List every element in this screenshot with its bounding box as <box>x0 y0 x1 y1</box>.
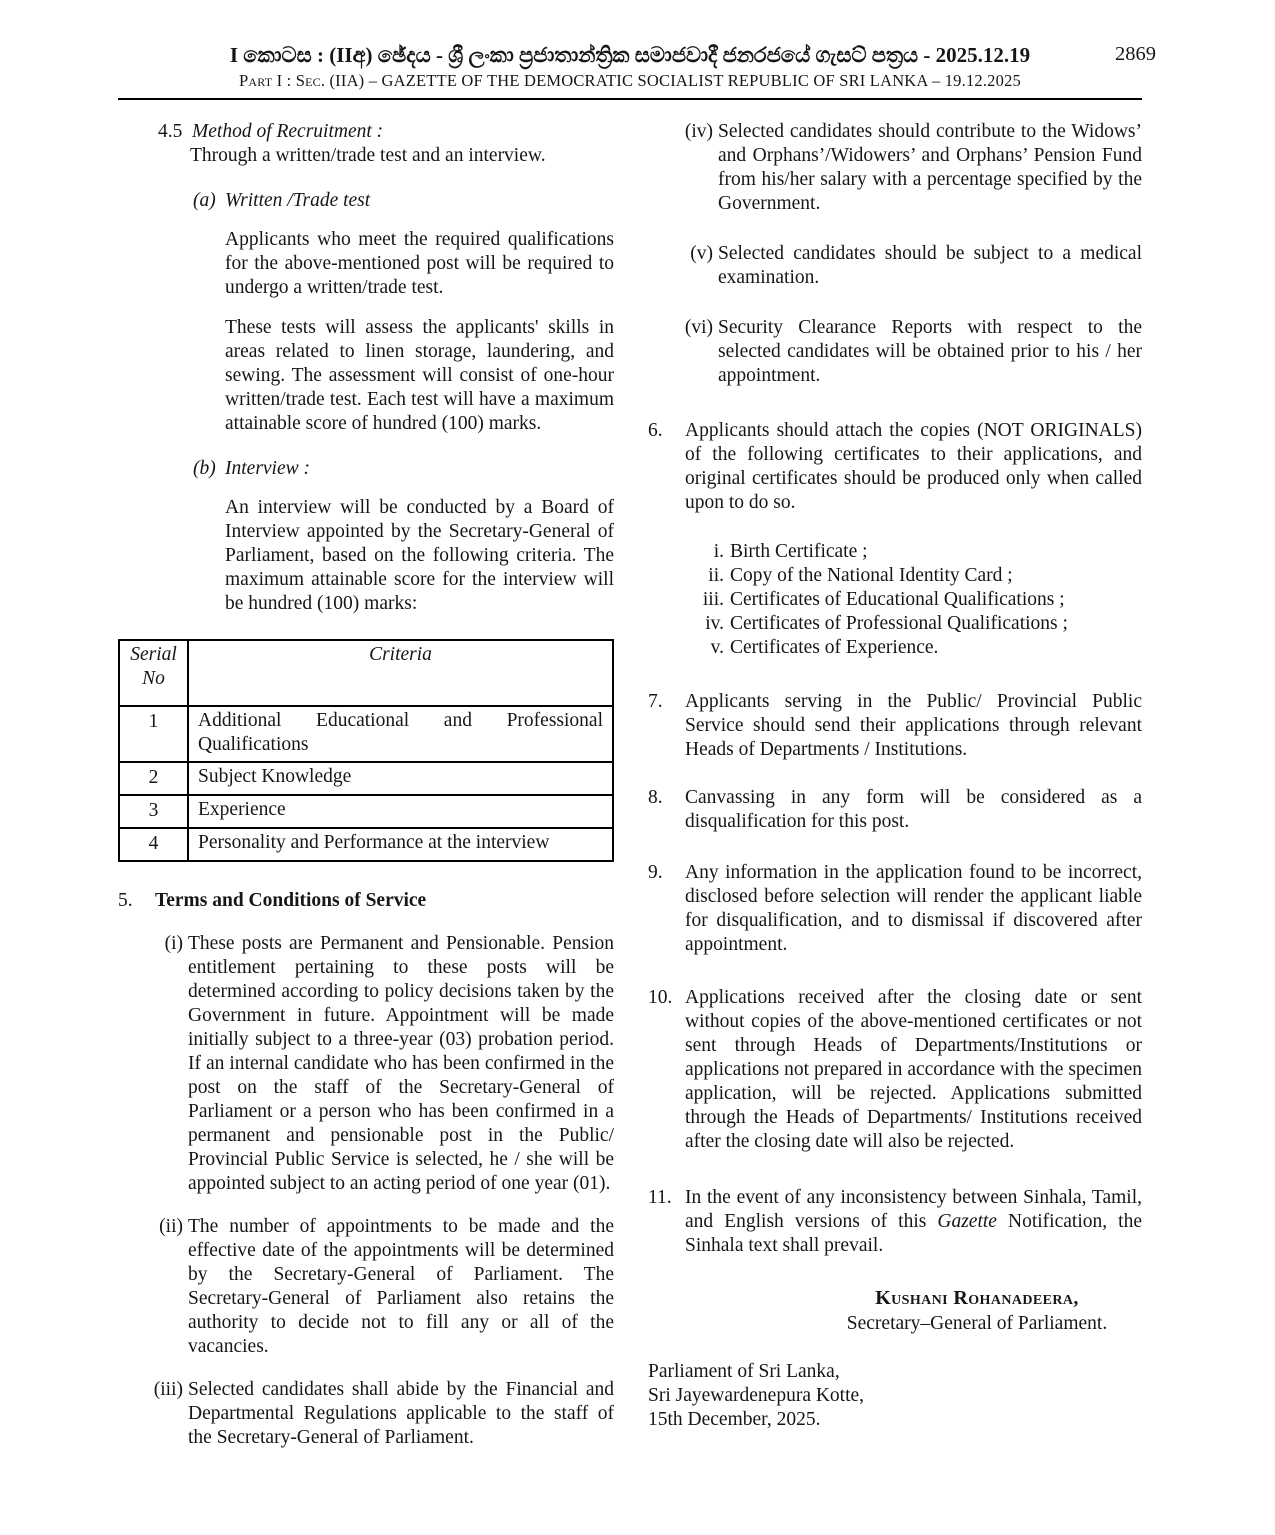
terms-item-i-marker: (i) <box>164 933 183 954</box>
section-6-text: Applicants should attach the copies (NOT ORIGINALS) of the following certificates to their applications, and original certificates should be produced only when called upon to do so. <box>685 420 1142 513</box>
certificate-3-marker: iii. <box>702 589 724 610</box>
section-8-text: Canvassing in any form will be considered as a disqualification for this post. <box>685 787 1142 832</box>
item-a-title: Written /Trade test <box>225 190 371 211</box>
item-b-title: Interview : <box>225 458 311 479</box>
terms-item-v-text: Selected candidates should be subject to a medical examination. <box>718 243 1142 288</box>
table-cell-serial: 3 <box>119 795 188 828</box>
terms-item-i-text: These posts are Permanent and Pensionable. Pension entitlement pertaining to these posts will be determined according to policy decisions taken by the Government in future. Appointment will be made initially subject to a three-year (03) probation period. If an internal candidate who has been confirmed in the post on the staff of the Secretary-General of Parliament or a person who has been confirmed in a permanent and pensionable post in the Public/ Provincial Public Service is selected, he / she will be appointed subject to an acting period of one year (01). <box>188 933 614 1194</box>
certificate-5-marker: v. <box>710 637 724 658</box>
terms-item-ii-text: The number of appointments to be made and the effective date of the appointments will be determined by the Secretary-General of Parliament. The Secretary-General of Parliament also retains the authority to decide not to fill any or all of the vacancies. <box>188 1216 614 1357</box>
section-10-text: Applications received after the closing date or sent without copies of the above-mentioned certificates or not sent through Heads of Departments/Institutions or applications not prepared in accordance with the specimen application, will be rejected. Applications submitted through the Heads of Departments/ Institutions received after the closing date will also be rejected. <box>685 987 1142 1152</box>
signatory-title: Secretary–General of Parliament. <box>846 1313 1108 1334</box>
terms-item-iii-text: Selected candidates shall abide by the Financial and Departmental Regulations applicable to the staff of the Secretary-General of Parliament. <box>188 1379 614 1448</box>
header-sinhala-line: I කොටස : (IIඅ) ඡේදය - ශ්‍රී ලංකා ප්‍රජාතාන්ත්‍රික සමාජවාදී ජනරජයේ ගැසට් පත්‍රය - 2025.12.19 <box>229 43 1031 67</box>
table-cell-serial: 4 <box>119 828 188 861</box>
page-number: 2869 <box>1115 43 1156 65</box>
terms-item-vi <box>648 316 1142 388</box>
signatory-name: Kushani Rohanadeera, <box>875 1287 1079 1309</box>
section-4-5-title: Method of Recruitment : <box>192 121 384 142</box>
page-header <box>118 42 1156 91</box>
item-a-heading <box>118 189 614 213</box>
section-10 <box>648 986 1142 1154</box>
terms-item-iv-text: Selected candidates should contribute to the Widows’ and Orphans’/Widowers’ and Orphans’ Pension Fund from his/her salary with a percentage specified by the Government. <box>718 121 1142 214</box>
address-block <box>648 1360 1142 1432</box>
section-7 <box>648 690 1142 762</box>
list-item <box>685 612 1142 636</box>
certificate-1-text: Birth Certificate ; <box>730 541 868 562</box>
table-cell-criteria: Subject Knowledge <box>188 762 613 795</box>
terms-item-v <box>648 242 1142 290</box>
table-cell-serial: 1 <box>119 706 188 762</box>
certificate-list <box>685 540 1142 660</box>
table-cell-serial: 2 <box>119 762 188 795</box>
two-column-body <box>118 120 1142 1450</box>
section-10-number: 10. <box>648 987 673 1008</box>
terms-item-iii-marker: (iii) <box>153 1379 183 1400</box>
section-4-5-intro: Through a written/trade test and an interview. <box>190 145 546 166</box>
section-6-number: 6. <box>648 420 663 441</box>
criteria-table-col1-header: Serial No <box>119 640 188 706</box>
terms-item-iv <box>648 120 1142 216</box>
section-9 <box>648 861 1142 957</box>
section-5-title: Terms and Conditions of Service <box>155 890 427 911</box>
list-item <box>685 636 1142 660</box>
terms-item-ii <box>118 1215 614 1359</box>
item-b-heading <box>118 457 614 481</box>
terms-item-vi-marker: (vi) <box>684 317 713 338</box>
table-cell-criteria: Additional Educational and Professional Qualifications <box>188 706 613 762</box>
section-11-text-after: Notification, the Sinhala text shall prevail. <box>685 1211 1142 1256</box>
terms-item-v-marker: (v) <box>690 243 713 264</box>
item-a-paragraph-1: Applicants who meet the required qualifications for the above-mentioned post will be required to undergo a written/trade test. <box>225 229 614 298</box>
section-11 <box>648 1186 1142 1258</box>
list-item <box>685 588 1142 612</box>
list-item <box>685 564 1142 588</box>
table-cell-criteria: Personality and Performance at the interview <box>188 828 613 861</box>
section-11-number: 11. <box>648 1187 672 1208</box>
table-cell-criteria: Experience <box>188 795 613 828</box>
address-line-3: 15th December, 2025. <box>648 1409 821 1430</box>
criteria-table-header-row <box>119 640 613 706</box>
terms-item-i <box>118 932 614 1196</box>
terms-item-iv-marker: (iv) <box>684 121 713 142</box>
left-column <box>118 120 614 1450</box>
section-6 <box>648 419 1142 515</box>
certificate-4-marker: iv. <box>705 613 724 634</box>
item-a-marker: (a) <box>193 190 216 211</box>
certificate-4-text: Certificates of Professional Qualifications ; <box>730 613 1068 634</box>
certificate-2-text: Copy of the National Identity Card ; <box>730 565 1013 586</box>
certificate-1-marker: i. <box>713 541 724 562</box>
address-line-2: Sri Jayewardenepura Kotte, <box>648 1385 865 1406</box>
terms-item-ii-marker: (ii) <box>159 1216 183 1237</box>
header-rule <box>118 98 1142 100</box>
section-9-text: Any information in the application found to be incorrect, disclosed before selection will render the applicant liable for disqualification, and to dismissal if discovered after appointment. <box>685 862 1142 955</box>
table-row <box>119 828 613 861</box>
certificate-3-text: Certificates of Educational Qualifications ; <box>730 589 1065 610</box>
section-9-number: 9. <box>648 862 663 883</box>
table-row <box>119 795 613 828</box>
section-11-text-before: In the event of any inconsistency between Sinhala, Tamil, and English versions of this <box>685 1187 1142 1232</box>
section-11-text <box>685 1186 1142 1258</box>
section-4-5-heading <box>118 120 614 144</box>
signature-block <box>812 1286 1142 1336</box>
section-5-number: 5. <box>118 890 133 911</box>
right-column <box>648 120 1142 1450</box>
item-b-marker: (b) <box>193 458 216 479</box>
section-11-gazette-italic: Gazette <box>937 1211 997 1232</box>
section-5-heading <box>118 889 614 913</box>
item-b-paragraph-1: An interview will be conducted by a Board of Interview appointed by the Secretary-General of Parliament, based on the following criteria. The maximum attainable score for the interview will be hundred (100) marks: <box>225 497 614 614</box>
section-7-number: 7. <box>648 691 663 712</box>
header-english-line: Part I : Sec. (IIA) – GAZETTE OF THE DEMOCRATIC SOCIALIST REPUBLIC OF SRI LANKA – 19.12.2025 <box>239 71 1021 90</box>
terms-item-vi-text: Security Clearance Reports with respect to the selected candidates will be obtained prior to his / her appointment. <box>718 317 1142 386</box>
list-item <box>685 540 1142 564</box>
criteria-table-col2-header: Criteria <box>188 640 613 706</box>
terms-item-iii <box>118 1378 614 1450</box>
section-8-number: 8. <box>648 787 663 808</box>
table-row <box>119 706 613 762</box>
criteria-table <box>118 639 614 862</box>
section-8 <box>648 786 1142 834</box>
table-row <box>119 762 613 795</box>
certificate-2-marker: ii. <box>708 565 724 586</box>
certificate-5-text: Certificates of Experience. <box>730 637 939 658</box>
section-4-5-number: 4.5 <box>158 121 183 142</box>
section-7-text: Applicants serving in the Public/ Provincial Public Service should send their applications through relevant Heads of Departments / Institutions. <box>685 691 1142 760</box>
item-a-paragraph-2: These tests will assess the applicants' skills in areas related to linen storage, laundering, and sewing. The assessment will consist of one-hour written/trade test. Each test will have a maximum attainable score of hundred (100) marks. <box>225 317 614 434</box>
address-line-1: Parliament of Sri Lanka, <box>648 1361 840 1382</box>
